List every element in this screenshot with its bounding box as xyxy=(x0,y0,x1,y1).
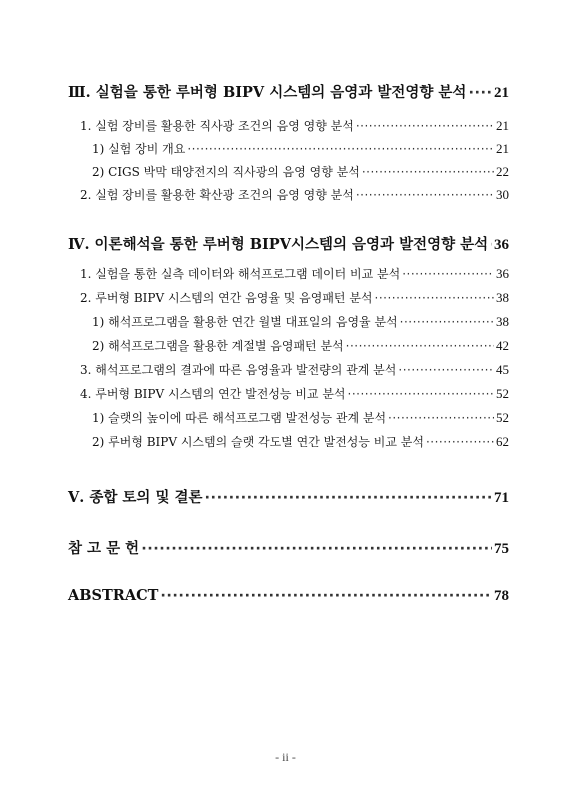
toc-section-title: 2. 실험 장비를 활용한 확산광 조건의 음영 영향 분석 xyxy=(80,188,354,202)
toc-chapter-5[interactable] xyxy=(68,486,509,507)
dot-leader xyxy=(362,165,494,179)
toc-abstract[interactable] xyxy=(68,587,509,605)
toc-page-number: 21 xyxy=(494,85,509,101)
toc-page-number: 21 xyxy=(496,141,509,156)
toc-references[interactable] xyxy=(68,537,509,558)
dot-leader xyxy=(187,142,494,156)
dot-leader xyxy=(348,387,494,401)
toc-subsection[interactable] xyxy=(92,433,509,450)
dot-leader xyxy=(356,188,494,202)
toc-page-number: 45 xyxy=(496,362,509,377)
toc-chapter-4[interactable] xyxy=(68,233,509,254)
toc-page-number: 52 xyxy=(496,410,509,425)
toc-subsection[interactable] xyxy=(92,409,509,426)
toc-section[interactable] xyxy=(80,265,509,282)
toc-subsection[interactable] xyxy=(92,140,509,157)
toc-chapter-title: Ⅴ. 종합 토의 및 결론 xyxy=(68,489,203,506)
dot-leader xyxy=(402,267,494,281)
toc-section-title: 1. 실험 장비를 활용한 직사광 조건의 음영 영향 분석 xyxy=(80,119,354,133)
toc-page-number: 30 xyxy=(496,187,509,202)
toc-page-number: 36 xyxy=(496,266,509,281)
dot-leader xyxy=(426,435,494,449)
toc-page-number: 38 xyxy=(496,314,509,329)
toc-chapter-3[interactable] xyxy=(68,81,509,102)
toc-page-number: 52 xyxy=(496,386,509,401)
toc-subsection-title: 1) 실험 장비 개요 xyxy=(92,142,186,156)
toc-section-title: 3. 해석프로그램의 결과에 따른 음영율과 발전량의 관계 분석 xyxy=(80,363,397,377)
toc-page-number: 62 xyxy=(496,434,509,449)
toc-page-number: 71 xyxy=(494,490,509,506)
dot-leader xyxy=(400,315,494,329)
dot-leader xyxy=(375,291,494,305)
toc-references-title: 참 고 문 헌 xyxy=(68,540,140,557)
dot-leader xyxy=(205,490,492,506)
toc-subsection-title: 2) CIGS 박막 태양전지의 직사광의 음영 영향 분석 xyxy=(92,165,360,179)
dot-leader xyxy=(346,339,494,353)
toc-page-number: 42 xyxy=(496,338,509,353)
toc-subsection[interactable] xyxy=(92,163,509,180)
toc-subsection-title: 2) 해석프로그램을 활용한 계절별 음영패턴 분석 xyxy=(92,339,344,353)
toc-page-number: 75 xyxy=(494,541,509,557)
toc-section[interactable] xyxy=(80,186,509,203)
toc-subsection[interactable] xyxy=(92,313,509,330)
dot-leader xyxy=(490,237,492,253)
toc-subsection-title: 1) 해석프로그램을 활용한 연간 월별 대표일의 음영율 분석 xyxy=(92,315,398,329)
toc-section-title: 2. 루버형 BIPV 시스템의 연간 음영율 및 음영패턴 분석 xyxy=(80,291,373,305)
toc-subsection-title: 2) 루버형 BIPV 시스템의 슬랫 각도별 연간 발전성능 비교 분석 xyxy=(92,435,424,449)
toc-section[interactable] xyxy=(80,117,509,134)
page-number-footer: - ii - xyxy=(275,750,296,764)
toc-page-number: 36 xyxy=(494,237,509,253)
toc-section-title: 1. 실험을 통한 실측 데이터와 해석프로그램 데이터 비교 분석 xyxy=(80,267,401,281)
dot-leader xyxy=(141,541,492,557)
dot-leader xyxy=(356,119,494,133)
toc-page-number: 21 xyxy=(496,118,509,133)
toc-subsection[interactable] xyxy=(92,337,509,354)
toc-section-title: 4. 루버형 BIPV 시스템의 연간 발전성능 비교 분석 xyxy=(80,387,346,401)
toc-section[interactable] xyxy=(80,289,509,306)
dot-leader xyxy=(388,411,494,425)
dot-leader xyxy=(398,363,494,377)
toc-abstract-title: ABSTRACT xyxy=(68,587,159,604)
toc-chapter-title: Ⅲ. 실험을 통한 루버형 BIPV 시스템의 음영과 발전영향 분석 xyxy=(68,84,467,101)
toc-page-number: 78 xyxy=(494,588,509,604)
toc-chapter-title: Ⅳ. 이론해석을 통한 루버형 BIPV시스템의 음영과 발전영향 분석 xyxy=(68,236,489,253)
toc-section[interactable] xyxy=(80,361,509,378)
toc-page-number: 22 xyxy=(496,164,509,179)
toc-section[interactable] xyxy=(80,385,509,402)
toc-page-number: 38 xyxy=(496,290,509,305)
dot-leader xyxy=(160,588,492,604)
toc-subsection-title: 1) 슬랫의 높이에 따른 해석프로그램 발전성능 관계 분석 xyxy=(92,411,387,425)
dot-leader xyxy=(468,85,492,101)
